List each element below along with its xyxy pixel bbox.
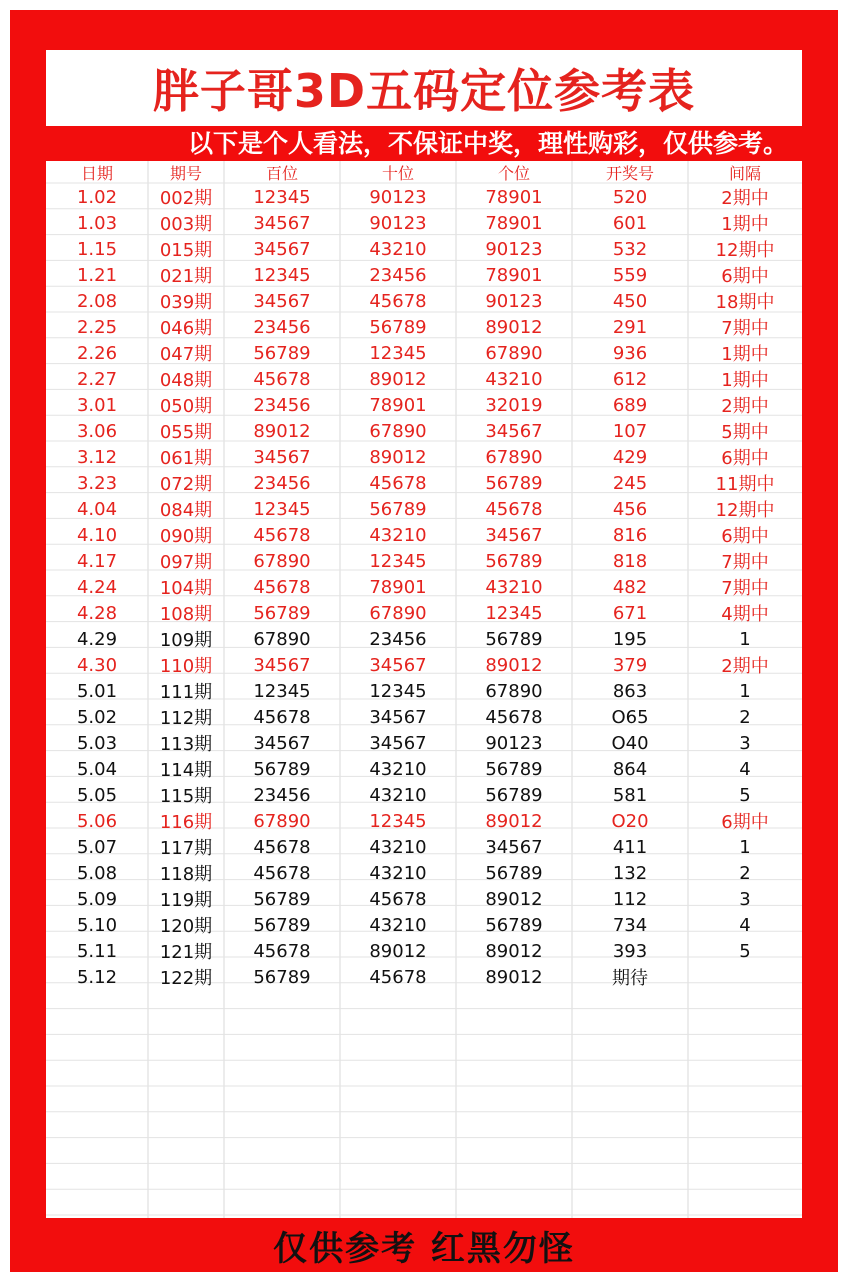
table-row	[46, 314, 802, 340]
table-row	[46, 964, 802, 990]
cell-interval: 5期中	[721, 422, 769, 443]
cell-interval: 2	[739, 862, 751, 884]
cell-issue: 111期	[159, 682, 213, 703]
cell-issue: 122期	[159, 968, 213, 989]
lottery-table	[46, 161, 802, 990]
cell-tens: 45678	[369, 472, 427, 494]
cell-tens: 67890	[369, 602, 427, 624]
cell-date: 5.10	[76, 914, 118, 936]
cell-issue: 090期	[159, 526, 213, 547]
table-row	[46, 652, 802, 678]
table-row	[46, 210, 802, 236]
cell-hundreds: 45678	[253, 940, 311, 962]
cell-date: 1.03	[76, 212, 118, 234]
table-row	[46, 730, 802, 756]
cell-date: 5.03	[76, 732, 118, 754]
cell-units: 90123	[485, 290, 543, 312]
cell-date: 4.10	[76, 524, 118, 546]
cell-tens: 43210	[369, 784, 427, 806]
table-row	[46, 808, 802, 834]
cell-draw-number: O40	[611, 732, 649, 754]
cell-issue: 047期	[159, 344, 213, 365]
table-row	[46, 366, 802, 392]
cell-draw-number: 393	[612, 940, 648, 962]
cell-tens: 12345	[369, 550, 427, 572]
cell-draw-number: 816	[612, 524, 648, 546]
cell-hundreds: 23456	[253, 784, 311, 806]
table-row	[46, 860, 802, 886]
table-row	[46, 574, 802, 600]
cell-interval: 2期中	[721, 656, 769, 677]
cell-draw-number: 864	[612, 758, 648, 780]
cell-tens: 43210	[369, 524, 427, 546]
table-row	[46, 392, 802, 418]
cell-interval: 11期中	[715, 474, 775, 495]
cell-date: 4.29	[76, 628, 118, 650]
cell-date: 5.05	[76, 784, 118, 806]
cell-units: 56789	[485, 550, 543, 572]
cell-interval: 1期中	[721, 214, 769, 235]
cell-issue: 055期	[159, 422, 213, 443]
cell-issue: 117期	[159, 838, 213, 859]
cell-date: 3.06	[76, 420, 118, 442]
cell-date: 4.17	[76, 550, 118, 572]
cell-issue: 002期	[159, 188, 213, 209]
cell-draw-number: 107	[612, 420, 648, 442]
header-tens: 十位	[381, 164, 414, 183]
table-body	[46, 184, 802, 990]
cell-units: 67890	[485, 342, 543, 364]
cell-hundreds: 56789	[253, 342, 311, 364]
cell-draw-number: O20	[611, 810, 649, 832]
table-row	[46, 470, 802, 496]
cell-units: 56789	[485, 784, 543, 806]
cell-interval	[688, 964, 802, 990]
cell-interval: 3	[739, 732, 751, 754]
cell-tens: 78901	[369, 394, 427, 416]
cell-date: 5.11	[76, 940, 118, 962]
cell-issue: 119期	[159, 890, 213, 911]
cell-issue: 072期	[159, 474, 213, 495]
cell-draw-number: 379	[612, 654, 648, 676]
cell-draw-number: 132	[612, 862, 648, 884]
cell-tens: 34567	[369, 706, 427, 728]
cell-issue: 113期	[159, 734, 213, 755]
cell-date: 4.24	[76, 576, 118, 598]
table-row	[46, 548, 802, 574]
cell-units: 56789	[485, 914, 543, 936]
cell-interval: 6期中	[721, 266, 769, 287]
cell-draw-number: 532	[612, 238, 648, 260]
cell-units: 78901	[485, 186, 543, 208]
cell-tens: 56789	[369, 316, 427, 338]
cell-units: 67890	[485, 446, 543, 468]
cell-date: 5.08	[76, 862, 118, 884]
cell-hundreds: 56789	[253, 602, 311, 624]
cell-tens: 78901	[369, 576, 427, 598]
table-row	[46, 704, 802, 730]
cell-date: 5.07	[76, 836, 118, 858]
cell-units: 12345	[485, 602, 543, 624]
cell-interval: 6期中	[721, 448, 769, 469]
cell-hundreds: 67890	[253, 628, 311, 650]
cell-units: 78901	[485, 212, 543, 234]
cell-tens: 12345	[369, 342, 427, 364]
cell-date: 2.08	[76, 290, 118, 312]
cell-draw-number: 450	[612, 290, 648, 312]
cell-tens: 45678	[369, 290, 427, 312]
table-row	[46, 886, 802, 912]
cell-interval: 7期中	[721, 552, 769, 573]
cell-units: 34567	[485, 420, 543, 442]
cell-hundreds: 12345	[253, 498, 311, 520]
cell-hundreds: 34567	[253, 290, 311, 312]
cell-units: 34567	[485, 836, 543, 858]
cell-date: 3.01	[76, 394, 118, 416]
cell-date: 1.21	[76, 264, 118, 286]
cell-hundreds: 89012	[253, 420, 311, 442]
cell-tens: 12345	[369, 810, 427, 832]
cell-tens: 23456	[369, 628, 427, 650]
table-row	[46, 626, 802, 652]
cell-issue: 039期	[159, 292, 213, 313]
cell-draw-number: 734	[612, 914, 648, 936]
cell-tens: 90123	[369, 212, 427, 234]
cell-issue: 121期	[159, 942, 213, 963]
cell-interval: 3	[739, 888, 751, 910]
cell-units: 56789	[485, 472, 543, 494]
cell-draw-number: 411	[612, 836, 648, 858]
cell-issue: 015期	[159, 240, 213, 261]
cell-tens: 43210	[369, 914, 427, 936]
cell-tens: 89012	[369, 446, 427, 468]
cell-date: 2.26	[76, 342, 118, 364]
cell-interval: 12期中	[715, 500, 775, 521]
cell-issue: 109期	[159, 630, 213, 651]
cell-date: 3.12	[76, 446, 118, 468]
header-issue: 期号	[169, 164, 202, 183]
cell-draw-number: 112	[612, 888, 648, 910]
cell-units: 89012	[485, 316, 543, 338]
cell-tens: 34567	[369, 654, 427, 676]
table-row	[46, 756, 802, 782]
cell-hundreds: 12345	[253, 186, 311, 208]
table-row	[46, 600, 802, 626]
cell-interval: 6期中	[721, 812, 769, 833]
cell-hundreds: 67890	[253, 550, 311, 572]
cell-date: 3.23	[76, 472, 118, 494]
cell-interval: 4	[739, 914, 751, 936]
cell-units: 34567	[485, 524, 543, 546]
footer-text: 仅供参考 红黑勿怪	[273, 1228, 575, 1269]
cell-hundreds: 56789	[253, 758, 311, 780]
cell-tens: 12345	[369, 680, 427, 702]
cell-draw-number: 601	[612, 212, 648, 234]
cell-draw-number: O65	[611, 706, 649, 728]
cell-hundreds: 56789	[253, 914, 311, 936]
cell-issue: 114期	[159, 760, 213, 781]
cell-date: 5.09	[76, 888, 118, 910]
cell-hundreds: 45678	[253, 836, 311, 858]
cell-units: 90123	[485, 732, 543, 754]
cell-date: 4.28	[76, 602, 118, 624]
cell-interval: 5	[739, 940, 751, 962]
cell-tens: 43210	[369, 836, 427, 858]
header-draw-number: 开奖号	[605, 164, 654, 183]
cell-hundreds: 23456	[253, 394, 311, 416]
cell-tens: 43210	[369, 238, 427, 260]
cell-issue: 048期	[159, 370, 213, 391]
cell-draw-number: 245	[612, 472, 648, 494]
cell-units: 43210	[485, 368, 543, 390]
cell-draw-number: 818	[612, 550, 648, 572]
cell-units: 67890	[485, 680, 543, 702]
cell-interval: 7期中	[721, 318, 769, 339]
cell-tens: 56789	[369, 498, 427, 520]
cell-units: 43210	[485, 576, 543, 598]
cell-draw-number: 863	[612, 680, 648, 702]
cell-tens: 90123	[369, 186, 427, 208]
cell-date: 1.15	[76, 238, 118, 260]
cell-date: 2.27	[76, 368, 118, 390]
cell-interval: 2期中	[721, 396, 769, 417]
cell-tens: 43210	[369, 862, 427, 884]
title-banner	[46, 50, 802, 126]
table-row	[46, 912, 802, 938]
cell-hundreds: 45678	[253, 706, 311, 728]
cell-interval: 4期中	[721, 604, 769, 625]
cell-hundreds: 45678	[253, 862, 311, 884]
cell-tens: 89012	[369, 368, 427, 390]
cell-draw-number: 612	[612, 368, 648, 390]
spreadsheet	[46, 161, 802, 1218]
cell-units: 89012	[485, 966, 543, 988]
cell-hundreds: 56789	[253, 888, 311, 910]
cell-hundreds: 45678	[253, 368, 311, 390]
cell-date: 5.12	[76, 966, 118, 988]
header-date: 日期	[80, 164, 113, 183]
cell-draw-number: 429	[612, 446, 648, 468]
cell-interval: 2期中	[721, 188, 769, 209]
header-row	[46, 161, 802, 184]
cell-hundreds: 56789	[253, 966, 311, 988]
cell-units: 90123	[485, 238, 543, 260]
cell-draw-number: 520	[612, 186, 648, 208]
cell-draw-number: 482	[612, 576, 648, 598]
cell-hundreds: 34567	[253, 212, 311, 234]
cell-hundreds: 23456	[253, 316, 311, 338]
cell-units: 45678	[485, 498, 543, 520]
cell-interval: 1期中	[721, 370, 769, 391]
cell-draw-number: 456	[612, 498, 648, 520]
cell-tens: 45678	[369, 888, 427, 910]
cell-units: 89012	[485, 654, 543, 676]
cell-issue: 112期	[159, 708, 213, 729]
cell-units: 89012	[485, 888, 543, 910]
cell-date: 1.02	[76, 186, 118, 208]
header-hundreds: 百位	[265, 164, 298, 183]
table-row	[46, 340, 802, 366]
table-row	[46, 834, 802, 860]
table-row	[46, 782, 802, 808]
cell-interval: 7期中	[721, 578, 769, 599]
table-row	[46, 236, 802, 262]
cell-tens: 23456	[369, 264, 427, 286]
cell-tens: 45678	[369, 966, 427, 988]
cell-units: 56789	[485, 862, 543, 884]
cell-units: 45678	[485, 706, 543, 728]
cell-date: 5.01	[76, 680, 118, 702]
cell-issue: 115期	[159, 786, 213, 807]
cell-units: 78901	[485, 264, 543, 286]
cell-issue: 050期	[159, 396, 213, 417]
cell-draw-number: 581	[612, 784, 648, 806]
cell-issue: 061期	[159, 448, 213, 469]
cell-interval: 6期中	[721, 526, 769, 547]
cell-interval: 1	[739, 628, 751, 650]
cell-units: 32019	[485, 394, 543, 416]
cell-units: 89012	[485, 810, 543, 832]
cell-date: 4.04	[76, 498, 118, 520]
cell-issue: 021期	[159, 266, 213, 287]
cell-hundreds: 34567	[253, 654, 311, 676]
cell-draw-number: 559	[612, 264, 648, 286]
table-row	[46, 418, 802, 444]
header-interval: 间隔	[728, 164, 761, 183]
cell-issue: 097期	[159, 552, 213, 573]
header-units: 个位	[497, 164, 530, 183]
cell-date: 2.25	[76, 316, 118, 338]
cell-hundreds: 45678	[253, 524, 311, 546]
cell-hundreds: 34567	[253, 238, 311, 260]
cell-hundreds: 23456	[253, 472, 311, 494]
cell-hundreds: 34567	[253, 446, 311, 468]
cell-hundreds: 12345	[253, 264, 311, 286]
cell-date: 5.06	[76, 810, 118, 832]
cell-issue: 118期	[159, 864, 213, 885]
cell-units: 89012	[485, 940, 543, 962]
cell-tens: 43210	[369, 758, 427, 780]
cell-hundreds: 45678	[253, 576, 311, 598]
cell-units: 56789	[485, 758, 543, 780]
table-row	[46, 184, 802, 210]
cell-units: 56789	[485, 628, 543, 650]
cell-draw-number: 195	[612, 628, 648, 650]
cell-interval: 2	[739, 706, 751, 728]
table-row	[46, 288, 802, 314]
cell-tens: 67890	[369, 420, 427, 442]
table-row	[46, 496, 802, 522]
cell-hundreds: 12345	[253, 680, 311, 702]
cell-draw-number: 936	[612, 342, 648, 364]
cell-interval: 1	[739, 836, 751, 858]
cell-issue: 104期	[159, 578, 213, 599]
cell-date: 5.04	[76, 758, 118, 780]
cell-draw-number: 期待	[612, 968, 648, 989]
cell-draw-number: 671	[612, 602, 648, 624]
cell-interval: 12期中	[715, 240, 775, 261]
cell-issue: 120期	[159, 916, 213, 937]
table-row	[46, 678, 802, 704]
cell-issue: 003期	[159, 214, 213, 235]
table-row	[46, 938, 802, 964]
cell-date: 5.02	[76, 706, 118, 728]
cell-interval: 5	[739, 784, 751, 806]
cell-hundreds: 67890	[253, 810, 311, 832]
table-row	[46, 262, 802, 288]
cell-date: 4.30	[76, 654, 118, 676]
cell-hundreds: 34567	[253, 732, 311, 754]
cell-interval: 1期中	[721, 344, 769, 365]
cell-issue: 110期	[159, 656, 213, 677]
cell-interval: 4	[739, 758, 751, 780]
disclaimer-text: 以下是个人看法，不保证中奖，理性购彩，仅供参考。	[187, 129, 788, 158]
table-row	[46, 444, 802, 470]
cell-issue: 108期	[159, 604, 213, 625]
table-row	[46, 522, 802, 548]
cell-issue: 116期	[159, 812, 213, 833]
cell-draw-number: 291	[612, 316, 648, 338]
cell-issue: 046期	[159, 318, 213, 339]
cell-tens: 34567	[369, 732, 427, 754]
cell-issue: 084期	[159, 500, 213, 521]
cell-interval: 18期中	[715, 292, 775, 313]
cell-interval: 1	[739, 680, 751, 702]
cell-tens: 89012	[369, 940, 427, 962]
cell-draw-number: 689	[612, 394, 648, 416]
page-title: 胖子哥3D五码定位参考表	[152, 64, 696, 118]
